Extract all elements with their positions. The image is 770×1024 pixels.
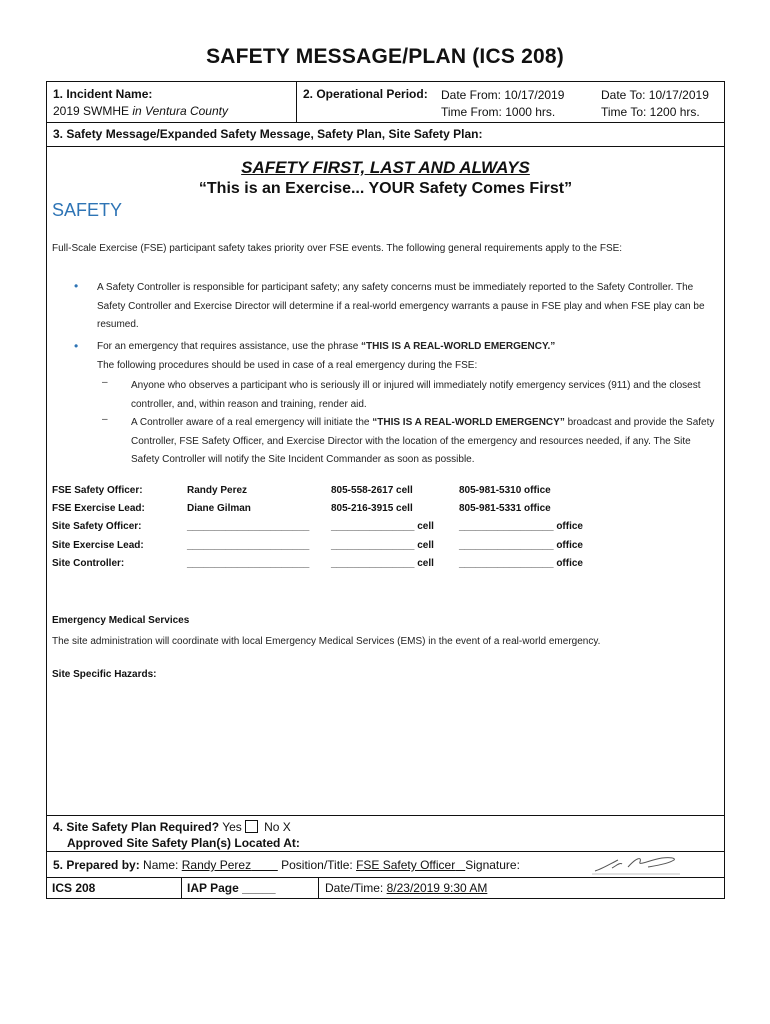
page-title: SAFETY MESSAGE/PLAN (ICS 208): [206, 45, 564, 68]
iap-page-cell[interactable]: [182, 878, 319, 899]
row-site-safety-plan: [47, 815, 724, 852]
operational-period-from[interactable]: [441, 87, 564, 121]
position-field[interactable]: [356, 858, 465, 872]
contact-role: FSE Safety Officer:: [52, 485, 143, 496]
contact-office[interactable]: 805-981-5331 office: [459, 503, 551, 515]
row-footer: [47, 877, 724, 899]
procedure-observer: Anyone who observes a participant who is seriously ill or injured will immediately notify emergency services (911) and the closest controller, and, within reason and training, render aid.: [131, 380, 701, 410]
prepared-by-line: [53, 858, 520, 872]
position-label: Position/Title:: [281, 858, 353, 872]
bullet2-line2: The following procedures should be used in case of a real emergency during the FSE:: [97, 359, 478, 371]
contact-name[interactable]: Diane Gilman: [187, 503, 251, 515]
incident-name-plain: 2019 SWMHE: [53, 104, 130, 118]
contact-cell[interactable]: 805-558-2617 cell: [331, 485, 413, 496]
date-time-line: [325, 881, 487, 895]
dash2-pre: A Controller aware of a real emergency will initiate the: [131, 417, 373, 428]
dash2-phrase: “THIS IS A REAL-WORLD EMERGENCY”: [372, 417, 565, 428]
ics208-form: [46, 81, 725, 899]
datetime-value[interactable]: 8/23/2019 9:30 AM: [386, 881, 488, 895]
contact-role: Site Controller:: [52, 557, 125, 569]
section3-divider: [47, 146, 724, 147]
no-label[interactable]: No X: [264, 820, 291, 834]
ems-text: The site administration will coordinate with local Emergency Medical Services (EMS) in the event of a real-world emergency.: [52, 636, 601, 647]
incident-name-label: 1. Incident Name:: [53, 87, 153, 101]
contact-name[interactable]: ______________________: [187, 557, 310, 569]
bullet-emergency-phrase: [97, 338, 717, 375]
form-id-cell: [47, 878, 182, 899]
incident-name-italic: in Ventura County: [132, 104, 228, 118]
contact-office[interactable]: _________________ office: [459, 539, 583, 551]
approved-plan-location-label: Approved Site Safety Plan(s) Located At:: [67, 836, 300, 850]
prepared-by-label: 5. Prepared by:: [53, 858, 140, 872]
name-label: Name:: [143, 858, 179, 872]
incident-name-value[interactable]: [53, 104, 228, 118]
section3-label: 3. Safety Message/Expanded Safety Message, Safety Plan, Site Safety Plan:: [53, 127, 483, 141]
prepared-name-pad: [251, 858, 278, 872]
dash2-post: broadcast and provide the Safety Controller, FSE Safety Officer, and Exercise Director with the location of the emergency and resources needed, if any. The Site Safety Controller will notify the Site Incident Commander as soon as possible.: [131, 417, 715, 465]
contact-office[interactable]: 805-981-5310 office: [459, 485, 551, 496]
contact-role: Site Exercise Lead:: [52, 539, 144, 551]
prepared-name-field[interactable]: [182, 858, 278, 872]
contact-cell[interactable]: _______________ cell: [331, 521, 434, 533]
safety-motto: SAFETY FIRST, LAST AND ALWAYS: [241, 158, 530, 177]
position-pad: [455, 858, 465, 872]
safety-heading: SAFETY: [52, 200, 123, 220]
site-hazards-label: Site Specific Hazards:: [52, 669, 157, 680]
contact-role: FSE Exercise Lead:: [52, 503, 145, 515]
contact-name[interactable]: ______________________: [187, 521, 310, 533]
intro-paragraph: Full-Scale Exercise (FSE) participant safety takes priority over FSE events. The following general requirements apply to the FSE:: [52, 243, 623, 254]
row-incident-period: [47, 82, 724, 123]
contact-cell[interactable]: _______________ cell: [331, 557, 434, 569]
procedure-controller: [131, 414, 721, 470]
dash-icon: –: [102, 414, 108, 425]
iap-page: IAP Page _____: [187, 881, 276, 895]
site-safety-plan-question: [53, 820, 291, 834]
signature-label: Signature:: [465, 858, 520, 872]
incident-name-cell: [47, 82, 297, 122]
form-id: ICS 208: [52, 881, 96, 895]
operational-period-label: 2. Operational Period:: [303, 87, 428, 101]
safety-subtitle: “This is an Exercise... YOUR Safety Comes First”: [198, 180, 573, 197]
ems-heading: Emergency Medical Services: [52, 615, 190, 626]
contact-cell[interactable]: _______________ cell: [331, 539, 434, 551]
bullet2-text: For an emergency that requires assistance, use the phrase: [97, 341, 362, 352]
contact-name[interactable]: ______________________: [187, 539, 310, 551]
yes-checkbox[interactable]: [245, 820, 258, 833]
date-from: Date From: 10/17/2019: [441, 88, 565, 102]
contact-role: Site Safety Officer:: [52, 521, 142, 533]
bullet2-phrase: “THIS IS A REAL-WORLD EMERGENCY.”: [361, 341, 556, 352]
bullet-icon: •: [74, 279, 79, 293]
contact-cell[interactable]: 805-216-3915 cell: [331, 503, 413, 515]
signature-image[interactable]: [592, 852, 682, 876]
prepared-name: Randy Perez: [181, 858, 252, 872]
signature-stroke: [595, 858, 674, 871]
datetime-label: Date/Time:: [325, 881, 384, 895]
date-to: Date To: 10/17/2019: [601, 88, 709, 102]
yes-label: Yes: [222, 820, 242, 834]
bullet-icon: •: [74, 339, 79, 353]
prepared-position: FSE Safety Officer: [356, 858, 456, 872]
operational-period-to[interactable]: [601, 87, 709, 121]
dash-icon: –: [102, 377, 108, 388]
row-prepared-by: [47, 851, 724, 878]
contact-office[interactable]: _________________ office: [459, 521, 583, 533]
site-plan-label: 4. Site Safety Plan Required?: [53, 820, 220, 834]
time-to: Time To: 1200 hrs.: [601, 105, 700, 119]
contact-office[interactable]: _________________ office: [459, 557, 583, 569]
time-from: Time From: 1000 hrs.: [441, 105, 556, 119]
bullet-safety-controller: A Safety Controller is responsible for participant safety; any safety concerns must be immediately reported to the Safety Controller. The Safety Controller and Exercise Director will determine if a real-world emergency warrants a pause in FSE play and when FSE play can be resumed.: [97, 282, 705, 330]
contact-name[interactable]: Randy Perez: [187, 485, 248, 496]
